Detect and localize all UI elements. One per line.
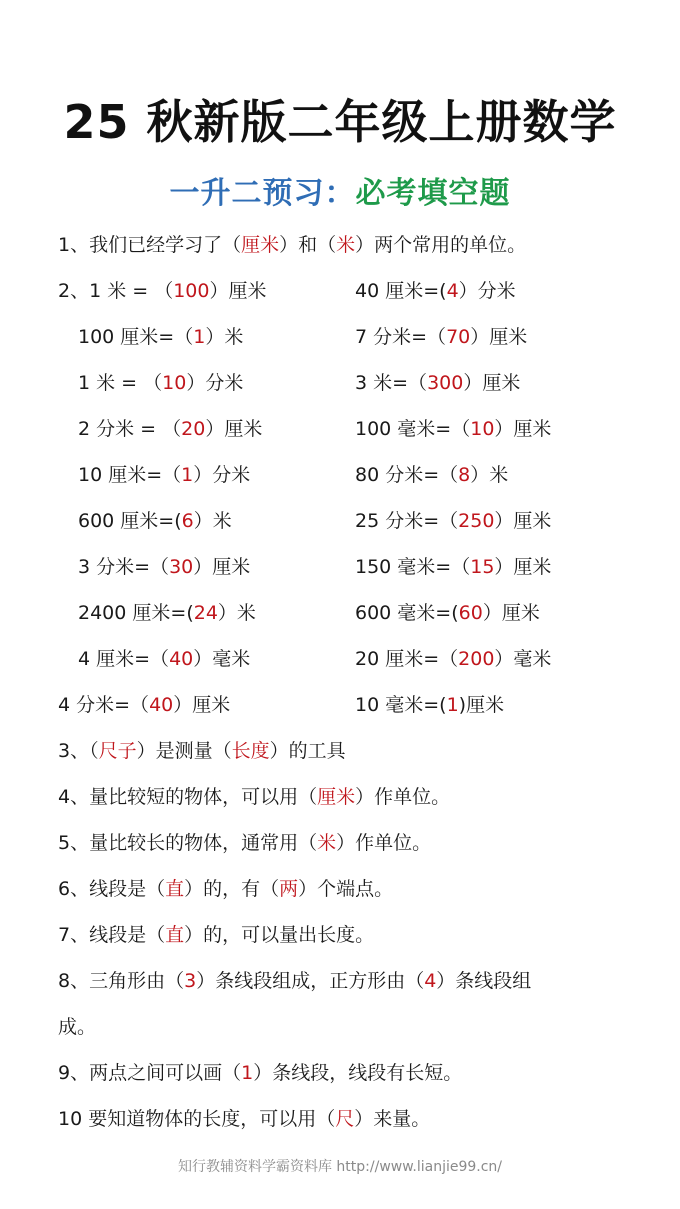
item-answer: 300 bbox=[427, 372, 464, 394]
q2-left-item bbox=[78, 369, 243, 397]
item-text: 20 厘米=（ bbox=[355, 648, 459, 670]
q6-answer-1: 直 bbox=[165, 878, 185, 900]
item-text: ）厘米 bbox=[494, 418, 552, 440]
item-text: 150 毫米=（ bbox=[355, 556, 471, 578]
question-10 bbox=[58, 1105, 430, 1133]
item-text: ）毫米 bbox=[193, 648, 251, 670]
item-text: 25 分米=（ bbox=[355, 510, 459, 532]
q2-right-item bbox=[355, 461, 508, 489]
item-text: ）厘米 bbox=[193, 556, 251, 578]
item-text: 10 毫米=( bbox=[355, 694, 447, 716]
question-4 bbox=[58, 783, 450, 811]
q1-text: ）两个常用的单位。 bbox=[355, 234, 527, 256]
item-text: 10 厘米=（ bbox=[78, 464, 182, 486]
item-text: 3 米=（ bbox=[355, 372, 428, 394]
q5-text: ）作单位。 bbox=[336, 832, 432, 854]
item-answer: 8 bbox=[458, 464, 471, 486]
q8-text: ）条线段组成，正方形由（ bbox=[196, 970, 425, 992]
q2-right-item bbox=[355, 691, 504, 719]
q2-left-item bbox=[78, 461, 250, 489]
item-answer: 20 bbox=[181, 418, 206, 440]
item-text: ）厘米 bbox=[173, 694, 231, 716]
q4-text: ）作单位。 bbox=[355, 786, 451, 808]
q2-text: ）厘米 bbox=[209, 280, 267, 302]
q2-answer: 100 bbox=[173, 280, 210, 302]
item-text: ）厘米 bbox=[482, 602, 540, 624]
item-answer: 250 bbox=[458, 510, 495, 532]
item-text: ）分米 bbox=[193, 464, 251, 486]
q2-left-item bbox=[58, 691, 230, 719]
q4-answer: 厘米 bbox=[317, 786, 356, 808]
item-text: 600 厘米=( bbox=[78, 510, 182, 532]
item-text: 600 毫米=( bbox=[355, 602, 459, 624]
item-answer: 1 bbox=[181, 464, 194, 486]
q8-text: ）条线段组 bbox=[436, 970, 532, 992]
item-text: ）厘米 bbox=[494, 510, 552, 532]
q7-text: ）的，可以量出长度。 bbox=[184, 924, 375, 946]
item-text: ）厘米 bbox=[205, 418, 263, 440]
item-text: ）米 bbox=[193, 510, 232, 532]
q2-left-item bbox=[78, 323, 243, 351]
item-text: ）厘米 bbox=[470, 326, 528, 348]
page-subtitle bbox=[0, 168, 680, 212]
q1-answer-1: 厘米 bbox=[241, 234, 280, 256]
item-text: 2 分米 = （ bbox=[78, 418, 182, 440]
q1-answer-2: 米 bbox=[336, 234, 356, 256]
question-6 bbox=[58, 875, 393, 903]
q8-text: 8、三角形由（ bbox=[58, 970, 185, 992]
q7-answer: 直 bbox=[165, 924, 185, 946]
item-text: 7 分米=（ bbox=[355, 326, 447, 348]
item-text: ）厘米 bbox=[494, 556, 552, 578]
q2-right-item bbox=[355, 277, 516, 305]
item-answer: 10 bbox=[162, 372, 187, 394]
q5-answer: 米 bbox=[317, 832, 337, 854]
item-text: 80 分米=（ bbox=[355, 464, 459, 486]
page-title: 25 秋新版二年级上册数学 bbox=[63, 95, 617, 149]
q3-text: ）是测量（ bbox=[136, 740, 232, 762]
q6-text: 6、线段是（ bbox=[58, 878, 166, 900]
item-text: ）毫米 bbox=[494, 648, 552, 670]
item-text: ）分米 bbox=[458, 280, 516, 302]
q4-text: 4、量比较短的物体，可以用（ bbox=[58, 786, 318, 808]
question-2-header bbox=[58, 277, 267, 305]
item-text: 3 分米=（ bbox=[78, 556, 170, 578]
question-3 bbox=[58, 737, 346, 765]
q2-right-item bbox=[355, 323, 527, 351]
footer-watermark: 知行教辅资料学霸资料库 http://www.lianjie99.cn/ bbox=[177, 1159, 503, 1175]
q9-text: ）条线段，线段有长短。 bbox=[253, 1062, 463, 1084]
item-answer: 15 bbox=[470, 556, 495, 578]
q6-text: ）的，有（ bbox=[184, 878, 280, 900]
question-7 bbox=[58, 921, 374, 949]
item-text: ）米 bbox=[205, 326, 244, 348]
question-8-continued bbox=[58, 1013, 96, 1041]
q8-text: 成。 bbox=[58, 1016, 97, 1038]
item-answer: 40 bbox=[149, 694, 174, 716]
item-text: 4 厘米=（ bbox=[78, 648, 170, 670]
q3-answer-1: 尺子 bbox=[98, 740, 137, 762]
q2-text: 2、1 米 = （ bbox=[58, 280, 174, 302]
item-text: )厘米 bbox=[458, 694, 505, 716]
q9-text: 9、两点之间可以画（ bbox=[58, 1062, 242, 1084]
subtitle-part2: 必考填空题 bbox=[355, 176, 511, 211]
item-text: 4 分米=（ bbox=[58, 694, 150, 716]
q9-answer: 1 bbox=[241, 1062, 254, 1084]
item-answer: 30 bbox=[169, 556, 194, 578]
q2-right-item bbox=[355, 507, 551, 535]
q10-text: 10 要知道物体的长度，可以用（ bbox=[58, 1108, 336, 1130]
q10-answer: 尺 bbox=[335, 1108, 355, 1130]
item-text: ）分米 bbox=[186, 372, 244, 394]
q6-text: ）个端点。 bbox=[298, 878, 394, 900]
q2-left-item bbox=[78, 645, 250, 673]
item-answer: 1 bbox=[446, 694, 459, 716]
q1-text: 1、我们已经学习了（ bbox=[58, 234, 242, 256]
item-text: 40 厘米=( bbox=[355, 280, 447, 302]
item-answer: 10 bbox=[470, 418, 495, 440]
q2-left-item bbox=[78, 553, 250, 581]
question-9 bbox=[58, 1059, 462, 1087]
question-1 bbox=[58, 231, 526, 259]
q2-right-item bbox=[355, 369, 520, 397]
q6-answer-2: 两 bbox=[279, 878, 299, 900]
question-8 bbox=[58, 967, 531, 995]
item-text: 100 厘米=（ bbox=[78, 326, 194, 348]
q2-right-item bbox=[355, 645, 551, 673]
question-5 bbox=[58, 829, 431, 857]
q2-right-item bbox=[355, 553, 551, 581]
item-text: 100 毫米=（ bbox=[355, 418, 471, 440]
q7-text: 7、线段是（ bbox=[58, 924, 166, 946]
q3-text: 3、（ bbox=[58, 740, 99, 762]
item-text: ）米 bbox=[217, 602, 256, 624]
item-answer: 70 bbox=[446, 326, 471, 348]
q5-text: 5、量比较长的物体，通常用（ bbox=[58, 832, 318, 854]
item-answer: 24 bbox=[193, 602, 218, 624]
q2-right-item bbox=[355, 415, 551, 443]
q8-answer-1: 3 bbox=[184, 970, 197, 992]
item-text: 2400 厘米=( bbox=[78, 602, 194, 624]
item-answer: 1 bbox=[193, 326, 206, 348]
item-text: 1 米 = （ bbox=[78, 372, 163, 394]
q2-right-item bbox=[355, 599, 540, 627]
subtitle-part1: 一升二预习： bbox=[169, 176, 356, 211]
item-text: ）米 bbox=[470, 464, 509, 486]
q1-text: ）和（ bbox=[279, 234, 337, 256]
q2-left-item bbox=[78, 507, 232, 535]
item-answer: 4 bbox=[446, 280, 459, 302]
item-answer: 40 bbox=[169, 648, 194, 670]
item-answer: 6 bbox=[181, 510, 194, 532]
q3-text: ）的工具 bbox=[269, 740, 346, 762]
item-answer: 200 bbox=[458, 648, 495, 670]
item-answer: 60 bbox=[458, 602, 483, 624]
q10-text: ）来量。 bbox=[354, 1108, 431, 1130]
item-text: ）厘米 bbox=[463, 372, 521, 394]
q3-answer-2: 长度 bbox=[231, 740, 270, 762]
q8-answer-2: 4 bbox=[424, 970, 437, 992]
q2-left-item bbox=[78, 599, 256, 627]
q2-left-item bbox=[78, 415, 262, 443]
